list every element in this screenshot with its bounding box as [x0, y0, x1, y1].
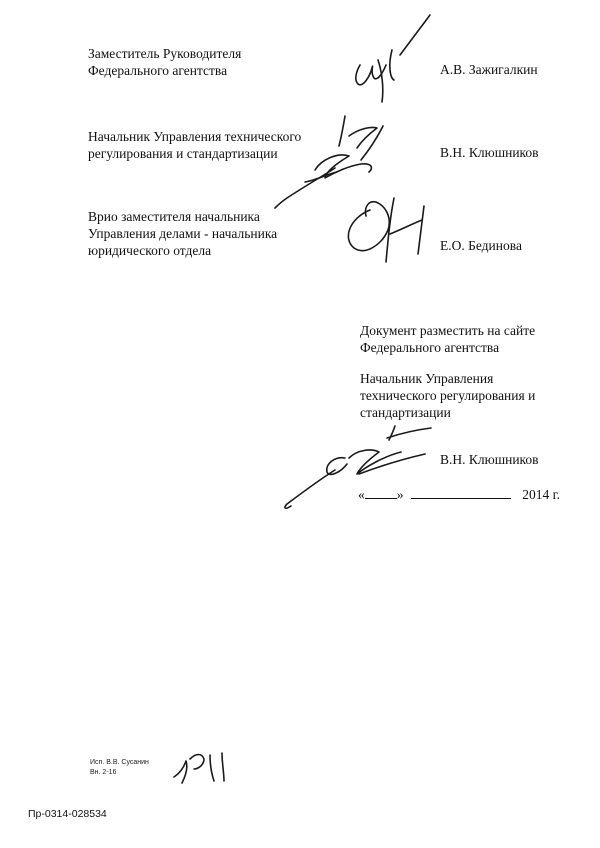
- signatory-3-title-line: Управления делами - начальника: [88, 226, 278, 241]
- date-day-blank: [365, 486, 397, 499]
- approver-name: В.Н. Клюшников: [440, 452, 539, 467]
- resolution-line: Документ разместить на сайте: [360, 323, 536, 338]
- approver-title: [360, 370, 535, 421]
- executor-info: [90, 758, 149, 778]
- signatory-2-title-line: регулирования и стандартизации: [88, 146, 278, 161]
- signatory-1-title-line: Федерального агентства: [88, 63, 228, 78]
- approver-title-line: Начальник Управления: [360, 371, 494, 386]
- signatory-3-title: [88, 208, 277, 259]
- signatory-1-name: А.В. Зажигалкин: [440, 62, 538, 77]
- signatory-3-title-line: юридического отдела: [88, 243, 212, 258]
- date-open-quote: «: [358, 487, 365, 502]
- signatory-3-title-line: Врио заместителя начальника: [88, 209, 260, 224]
- date-year: 2014 г.: [522, 487, 561, 502]
- signatory-3-name: Е.О. Бединова: [440, 238, 522, 253]
- executor-name: Исп. В.В. Сусанин: [90, 759, 149, 766]
- signature-3-image: [330, 188, 440, 273]
- approver-title-line: стандартизации: [360, 405, 451, 420]
- signatory-1-title-line: Заместитель Руководителя: [88, 46, 242, 61]
- executor-initials-image: [168, 745, 238, 787]
- document-registration-number: Пр-0314-028534: [28, 808, 107, 820]
- signature-1-image: [330, 10, 440, 110]
- signing-date: [358, 486, 560, 503]
- signatory-1-title: [88, 45, 241, 79]
- approver-title-line: технического регулирования и: [360, 388, 536, 403]
- executor-phone: Вн. 2-16: [90, 769, 117, 776]
- placement-resolution: [360, 322, 535, 356]
- date-close-quote: »: [396, 487, 404, 502]
- resolution-line: Федерального агентства: [360, 340, 500, 355]
- signatory-2-title-line: Начальник Управления технического: [88, 129, 302, 144]
- date-month-blank: [411, 486, 511, 499]
- signatory-2-name: В.Н. Клюшников: [440, 145, 539, 160]
